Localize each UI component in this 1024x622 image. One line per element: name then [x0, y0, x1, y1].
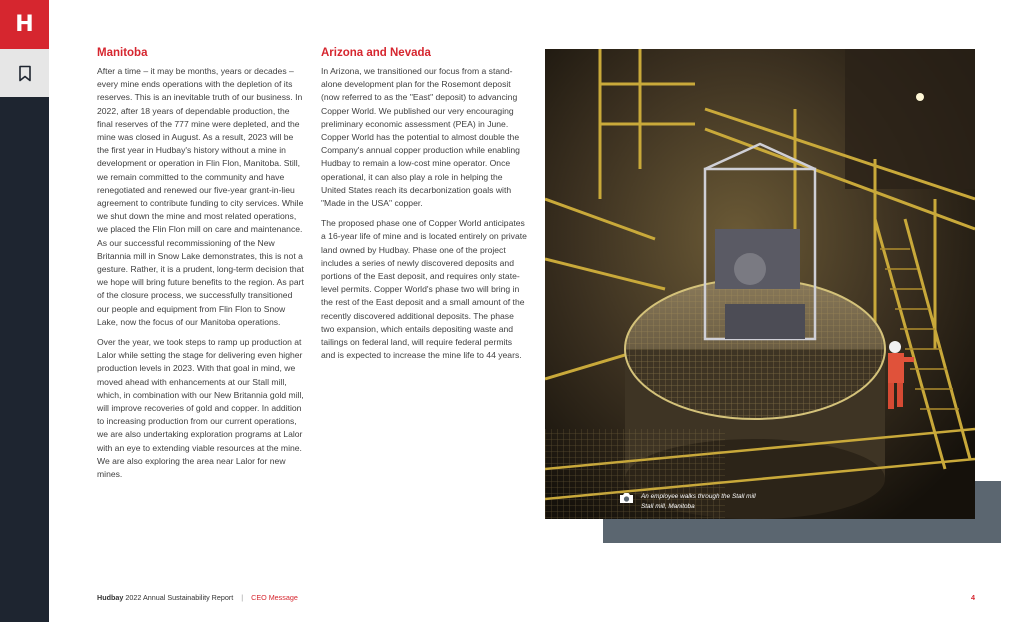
- bookmark-button[interactable]: [0, 49, 49, 97]
- footer: [97, 593, 298, 603]
- footer-brand: Hudbay: [97, 593, 124, 602]
- arizona-paragraph-2: The proposed phase one of Copper World anticipates a 16-year life of mine and is located entirely on private land owned by Hudbay. Phase one of the project includes a series of newly discovered deposits and portions of the East deposit, and requires only state-level permits. Copper World's phase two will bring in the rest of the East deposit and a small amount of the recently discovered additional deposits. The phase two expansion, which entails depositing waste and tailings on federal land, will require federal permits and is expected to increase the mine life to 44 years.: [321, 218, 527, 361]
- footer-report-title: 2022 Annual Sustainability Report: [123, 593, 234, 602]
- manitoba-heading: Manitoba: [97, 47, 148, 59]
- camera-icon: [619, 492, 634, 504]
- bookmark-icon: [18, 65, 32, 82]
- arizona-nevada-heading: Arizona and Nevada: [321, 47, 431, 59]
- page-number: 4: [971, 593, 975, 602]
- caption-line-2: Stall mill, Manitoba: [641, 502, 695, 510]
- logo-letter: H: [15, 11, 34, 37]
- manitoba-paragraph-1: After a time – it may be months, years or decades – every mine ends operations with the depletion of its reserves. This is an inevitable truth of our business. In 2022, after 18 years of dependable production, the final reserves of the 777 mine were depleted, and the mine was closed in August. As a result, 2023 will be the first year in Hudbay's history without a mine in development or operation in Flin Flon, Manitoba. Still, we remain committed to the community and have renegotiated and renewed our five-year grant-in-lieu agreement to contribute funding to city services. While we shut down the mine and most related operations, we placed the Flin Flon mill on care and maintenance. As our successful recommissioning of the New Britannia mill in Snow Lake demonstrates, this is not a gesture. Rather, it is a prudent, long-term decision that we hope will bring future benefits to the region. As part of the closure process, we successfully transitioned our people and equipment from Flin Flon to Snow Lake, now the focus of our Manitoba operations.: [97, 66, 304, 327]
- manitoba-paragraph-2: Over the year, we took steps to ramp up production at Lalor while setting the stage for delivering even higher production levels in 2023. With that goal in mind, we moved ahead with enhancements at our Stall mill, which, in combination with our New Britannia gold mill, will improve recoveries of gold and copper. In addition to increasing production from our current operations, we are also undertaking exploration programs at Lalor with an eye to extending viable resources at the mine. We are also exploring the area near Lalor for new mines.: [97, 337, 304, 480]
- arizona-nevada-column: [321, 46, 528, 369]
- arizona-paragraph-1: In Arizona, we transitioned our focus from a stand-alone development plan for the Rosemont deposit (now referred to as the "East" deposit) to advancing Copper World. We published our very encouraging preliminary economic assessment (PEA) in June. Copper World has the potential to almost double the Company's annual copper production while enabling Hudbay to remain a low-cost mine operator. Once operational, it can also play a role in helping the United States reach its decarbonization goals with "Made in the USA" copper.: [321, 66, 520, 209]
- footer-section-link[interactable]: CEO Message: [251, 593, 298, 602]
- hudbay-logo[interactable]: [0, 0, 49, 49]
- caption-line-1: An employee walks through the Stall mill: [641, 493, 756, 500]
- photo-caption: [641, 492, 811, 511]
- manitoba-column: [97, 46, 305, 488]
- mill-photo-illustration: [545, 49, 975, 519]
- footer-separator: |: [241, 593, 244, 602]
- mill-photo: [545, 49, 975, 519]
